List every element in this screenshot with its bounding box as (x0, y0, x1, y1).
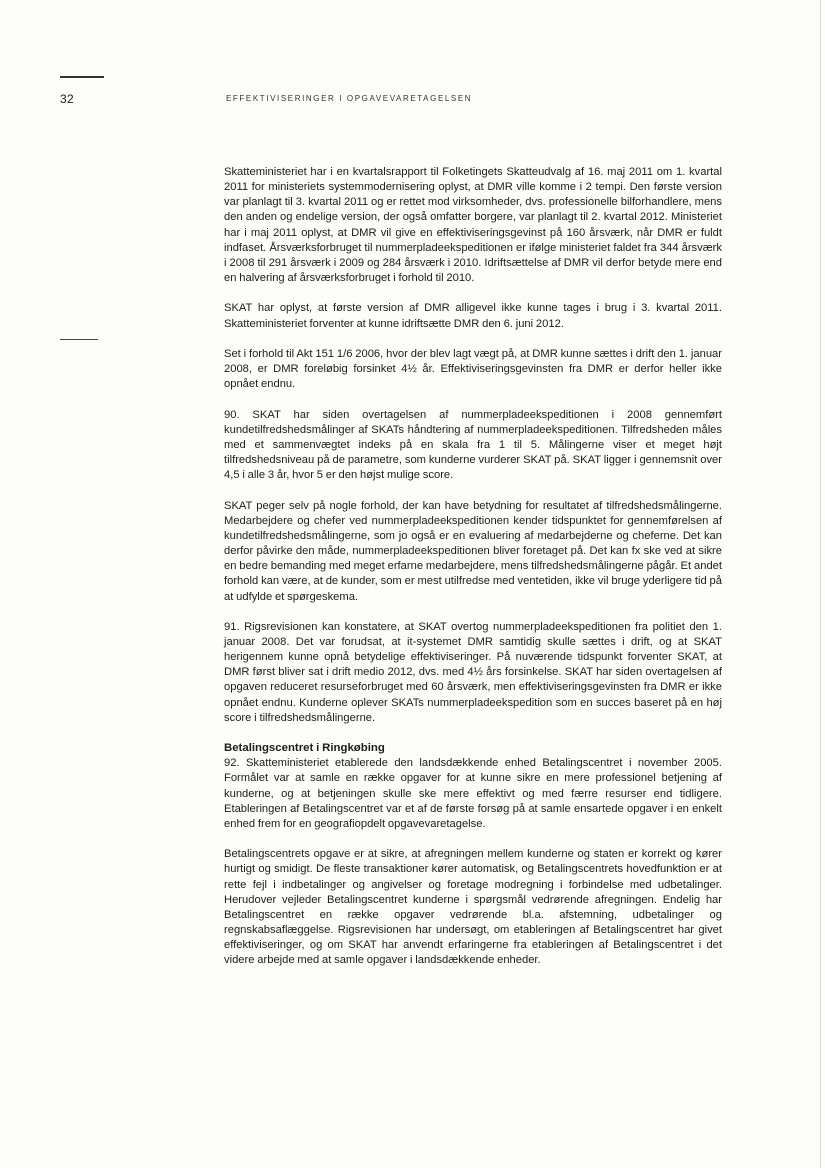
paragraph: SKAT peger selv på nogle forhold, der kan have betydning for resultatet af tilfredshedsmålingerne. Medarbejdere og chefer ved nummerpladeekspeditionen kender tidspunktet for gennemførelsen af kundetilfredshedsmålingerne, som jo også er en evaluering af medarbejderne og cheferne. Det kan derfor påvirke den måde, nummerpladeekspeditionen bliver foretaget på. Det kan fx ske ved at sikre en bedre bemanding med meget erfarne medarbejdere, mens tilfredshedsmålingerne pågår. Et andet forhold kan være, at de kunder, som er mest utilfredse med ventetiden, ikke vil bruge yderligere tid på at udfylde et spørgeskema. (224, 499, 722, 603)
paragraph: 91. Rigsrevisionen kan konstatere, at SKAT overtog nummerpladeekspeditionen fra politiet den 1. januar 2008. Det var forudsat, at it-systemet DMR samtidig skulle sættes i drift, og at SKAT herigennem kunne opnå betydelige effektiviseringer. På nuværende tidspunkt forventer SKAT, at DMR først bliver sat i drift medio 2012, dvs. med 4½ års forsinkelse. SKAT har siden overtagelsen af opgaven reduceret resurseforbruget med 60 årsværk, men effektiviseringsgevinsten fra DMR er ikke opnået endnu. Kunderne oplever SKATs nummerpladeekspedition som en succes baseret på en høj score i tilfredshedsmålingerne. (224, 620, 722, 724)
paragraph: Set i forhold til Akt 151 1/6 2006, hvor der blev lagt vægt på, at DMR kunne sættes i drift den 1. januar 2008, er DMR foreløbig forsinket 4½ år. Effektiviseringsgevinsten fra DMR er derfor heller ikke opnået endnu. (224, 347, 722, 391)
paragraph: SKAT har oplyst, at første version af DMR alligevel ikke kunne tages i brug i 3. kvartal 2011. Skatteministeriet forventer at kunne idriftsætte DMR den 6. juni 2012. (224, 302, 722, 330)
paragraph: Skatteministeriet har i en kvartalsrapport til Folketingets Skatteudvalg af 16. maj 2011 om 1. kvartal 2011 for ministeriets systemmodernisering oplyst, at DMR ville komme i 2 tempi. Den første version var planlagt til 3. kvartal 2011 og er rettet mod virksomheder, dvs. professionelle bilforhandlere, mens den anden og endelige version, der også omfatter borgere, var planlagt til 2. kvartal 2012. Ministeriet har i maj 2011 oplyst, at DMR vil give en effektiviseringsgevinst på 160 årsværk, når DMR er fuldt indfaset. Årsværksforbruget til nummerpladeekspeditionen er ifølge ministeriet faldet fra 344 årsværk i 2008 til 291 årsværk i 2009 og 284 årsværk i 2010. Idriftsættelse af DMR vil derfor betyde mere end en halvering af årsværksforbruget i forhold til 2010. (224, 166, 722, 285)
margin-rule (60, 339, 98, 340)
scan-edge (820, 0, 821, 1168)
paragraph: 92. Skatteministeriet etablerede den landsdækkende enhed Betalingscentret i november 2005. Formålet var at samle en række opgaver for at kunne sikre en mere professionel betjening af kunderne, og at betjeningen skulle ske mere effektivt og med færre resurser end tidligere. Etableringen af Betalingscentret var et af de første forsøg på at samle ensartede opgaver i en enkelt enhed frem for en geografiopdelt opgavevaretagelse. (224, 757, 722, 830)
page-number: 32 (60, 92, 74, 106)
header-rule (60, 76, 104, 78)
paragraph: 90. SKAT har siden overtagelsen af nummerpladeekspeditionen i 2008 gennemført kundetilfredshedsmålinger af SKATs håndtering af nummerpladeekspeditionen. Tilfredsheden måles med et sammenvægtet indeks på en skala fra 1 til 5. Målingerne viser et meget højt tilfredshedsniveau på de parametre, som kunderne vurderer SKAT på. SKAT ligger i gennemsnit over 4,5 i alle 3 år, hvor 5 er den højst mulige score. (224, 408, 722, 482)
section-heading: Betalingscentret i Ringkøbing (224, 742, 385, 755)
body-text (224, 165, 722, 984)
paragraph: Betalingscentrets opgave er at sikre, at afregningen mellem kunderne og staten er korrekt og kører hurtigt og smidigt. De fleste transaktioner kører automatisk, og Betalingscentrets hovedfunktion er at rette fejl i indbetalinger og angivelser og foretage modregning i forbindelse med udbetalinger. Herudover vejleder Betalingscentret kunderne i spørgsmål vedrørende afregningen. Endelig har Betalingscentret en række opgaver vedrørende bl.a. afstemning, udbetalinger og regnskabsaflæggelse. Rigsrevisionen har undersøgt, om etableringen af Betalingscentret har givet effektiviseringer, og om SKAT har anvendt erfaringerne fra etableringen af Betalingscentret i det videre arbejde med at samle opgaver i landsdækkende enheder. (224, 848, 722, 967)
running-header: EFFEKTIVISERINGER I OPGAVEVARETAGELSEN (226, 94, 473, 103)
